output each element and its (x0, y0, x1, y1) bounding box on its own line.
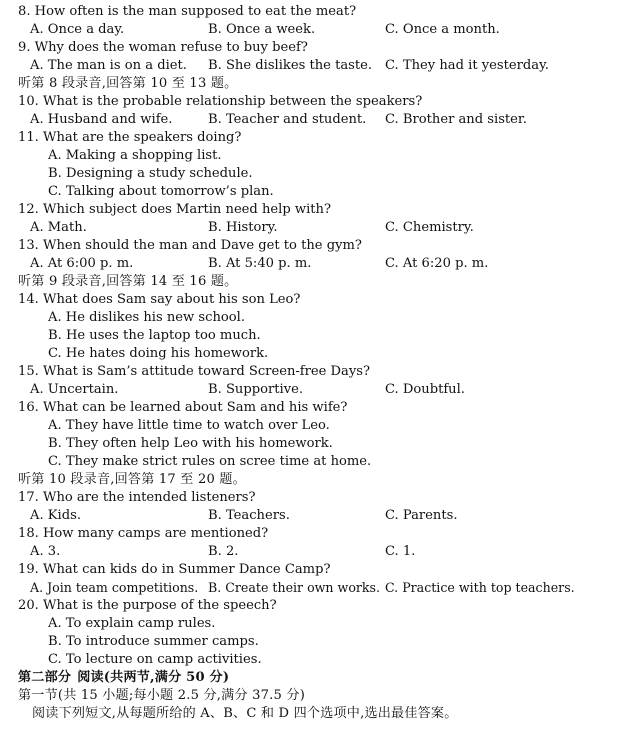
question-13-stem: 13. When should the man and Dave get to the gym? (18, 238, 362, 253)
part-2-heading (18, 669, 229, 687)
part-2-title: 阅读(共两节,满分 50 分) (77, 670, 230, 685)
section-1-heading: 第一节(共 15 小题;每小题 2.5 分,满分 37.5 分) (18, 688, 306, 703)
q8-option-c: C. Once a month. (385, 22, 500, 37)
question-14-stem: 14. What does Sam say about his son Leo? (18, 292, 301, 307)
question-19-stem: 19. What can kids do in Summer Dance Camp? (18, 562, 331, 577)
q20-option-c: C. To lecture on camp activities. (48, 652, 262, 667)
q8-option-b: B. Once a week. (208, 22, 316, 37)
q18-option-b: B. 2. (208, 544, 239, 559)
question-10-options (0, 111, 635, 129)
q13-option-a: A. At 6:00 p. m. (30, 256, 134, 271)
q15-option-a: A. Uncertain. (30, 382, 119, 397)
q14-option-c: C. He hates doing his homework. (48, 346, 269, 361)
question-15-stem: 15. What is Sam’s attitude toward Screen-free Days? (18, 364, 371, 379)
question-20-stem: 20. What is the purpose of the speech? (18, 598, 277, 613)
question-12-stem: 12. Which subject does Martin need help with? (18, 202, 332, 217)
question-13-options (0, 255, 635, 273)
q9-option-a: A. The man is on a diet. (30, 58, 187, 73)
question-16-stem: 16. What can be learned about Sam and his wife? (18, 400, 348, 415)
question-10-stem: 10. What is the probable relationship between the speakers? (18, 94, 423, 109)
question-9-stem: 9. Why does the woman refuse to buy beef? (18, 40, 308, 55)
section-10-heading: 听第 10 段录音,回答第 17 至 20 题。 (18, 472, 246, 487)
section-9-heading: 听第 9 段录音,回答第 14 至 16 题。 (18, 274, 238, 289)
question-12-options (0, 219, 635, 237)
q20-option-a: A. To explain camp rules. (48, 616, 216, 631)
q13-option-b: B. At 5:40 p. m. (208, 256, 312, 271)
question-18-options (0, 543, 635, 561)
q11-option-a: A. Making a shopping list. (48, 148, 222, 163)
q18-option-c: C. 1. (385, 544, 416, 559)
question-8-options (0, 21, 635, 39)
question-17-stem: 17. Who are the intended listeners? (18, 490, 256, 505)
q11-option-b: B. Designing a study schedule. (48, 166, 253, 181)
q10-option-c: C. Brother and sister. (385, 112, 527, 127)
q17-option-a: A. Kids. (30, 508, 82, 523)
q10-option-a: A. Husband and wife. (30, 112, 173, 127)
q8-option-a: A. Once a day. (30, 22, 125, 37)
q12-option-c: C. Chemistry. (385, 220, 474, 235)
reading-instruction: 阅读下列短文,从每题所给的 A、B、C 和 D 四个选项中,选出最佳答案。 (32, 706, 458, 721)
question-18-stem: 18. How many camps are mentioned? (18, 526, 269, 541)
question-11-stem: 11. What are the speakers doing? (18, 130, 242, 145)
q17-option-c: C. Parents. (385, 508, 458, 523)
q20-option-b: B. To introduce summer camps. (48, 634, 259, 649)
q15-option-c: C. Doubtful. (385, 382, 465, 397)
question-9-options (0, 57, 635, 75)
q14-option-b: B. He uses the laptop too much. (48, 328, 261, 343)
q16-option-a: A. They have little time to watch over Leo. (48, 418, 330, 433)
q13-option-c: C. At 6:20 p. m. (385, 256, 489, 271)
q9-option-c: C. They had it yesterday. (385, 58, 549, 73)
section-8-heading: 听第 8 段录音,回答第 10 至 13 题。 (18, 76, 238, 91)
question-19-options (0, 579, 635, 597)
q19-option-c: C. Practice with top teachers. (385, 580, 575, 595)
q16-option-c: C. They make strict rules on scree time at home. (48, 454, 372, 469)
q11-option-c: C. Talking about tomorrow’s plan. (48, 184, 274, 199)
q12-option-b: B. History. (208, 220, 278, 235)
question-8-stem: 8. How often is the man supposed to eat the meat? (18, 4, 357, 19)
q19-option-a: A. Join team competitions. (30, 580, 199, 595)
q19-option-b: B. Create their own works. (208, 580, 381, 595)
q16-option-b: B. They often help Leo with his homework. (48, 436, 333, 451)
q17-option-b: B. Teachers. (208, 508, 290, 523)
q15-option-b: B. Supportive. (208, 382, 304, 397)
q10-option-b: B. Teacher and student. (208, 112, 367, 127)
q9-option-b: B. She dislikes the taste. (208, 58, 373, 73)
q12-option-a: A. Math. (30, 220, 87, 235)
q14-option-a: A. He dislikes his new school. (48, 310, 245, 325)
question-17-options (0, 507, 635, 525)
question-15-options (0, 381, 635, 399)
q18-option-a: A. 3. (30, 544, 61, 559)
part-2-label: 第二部分 (18, 670, 72, 685)
